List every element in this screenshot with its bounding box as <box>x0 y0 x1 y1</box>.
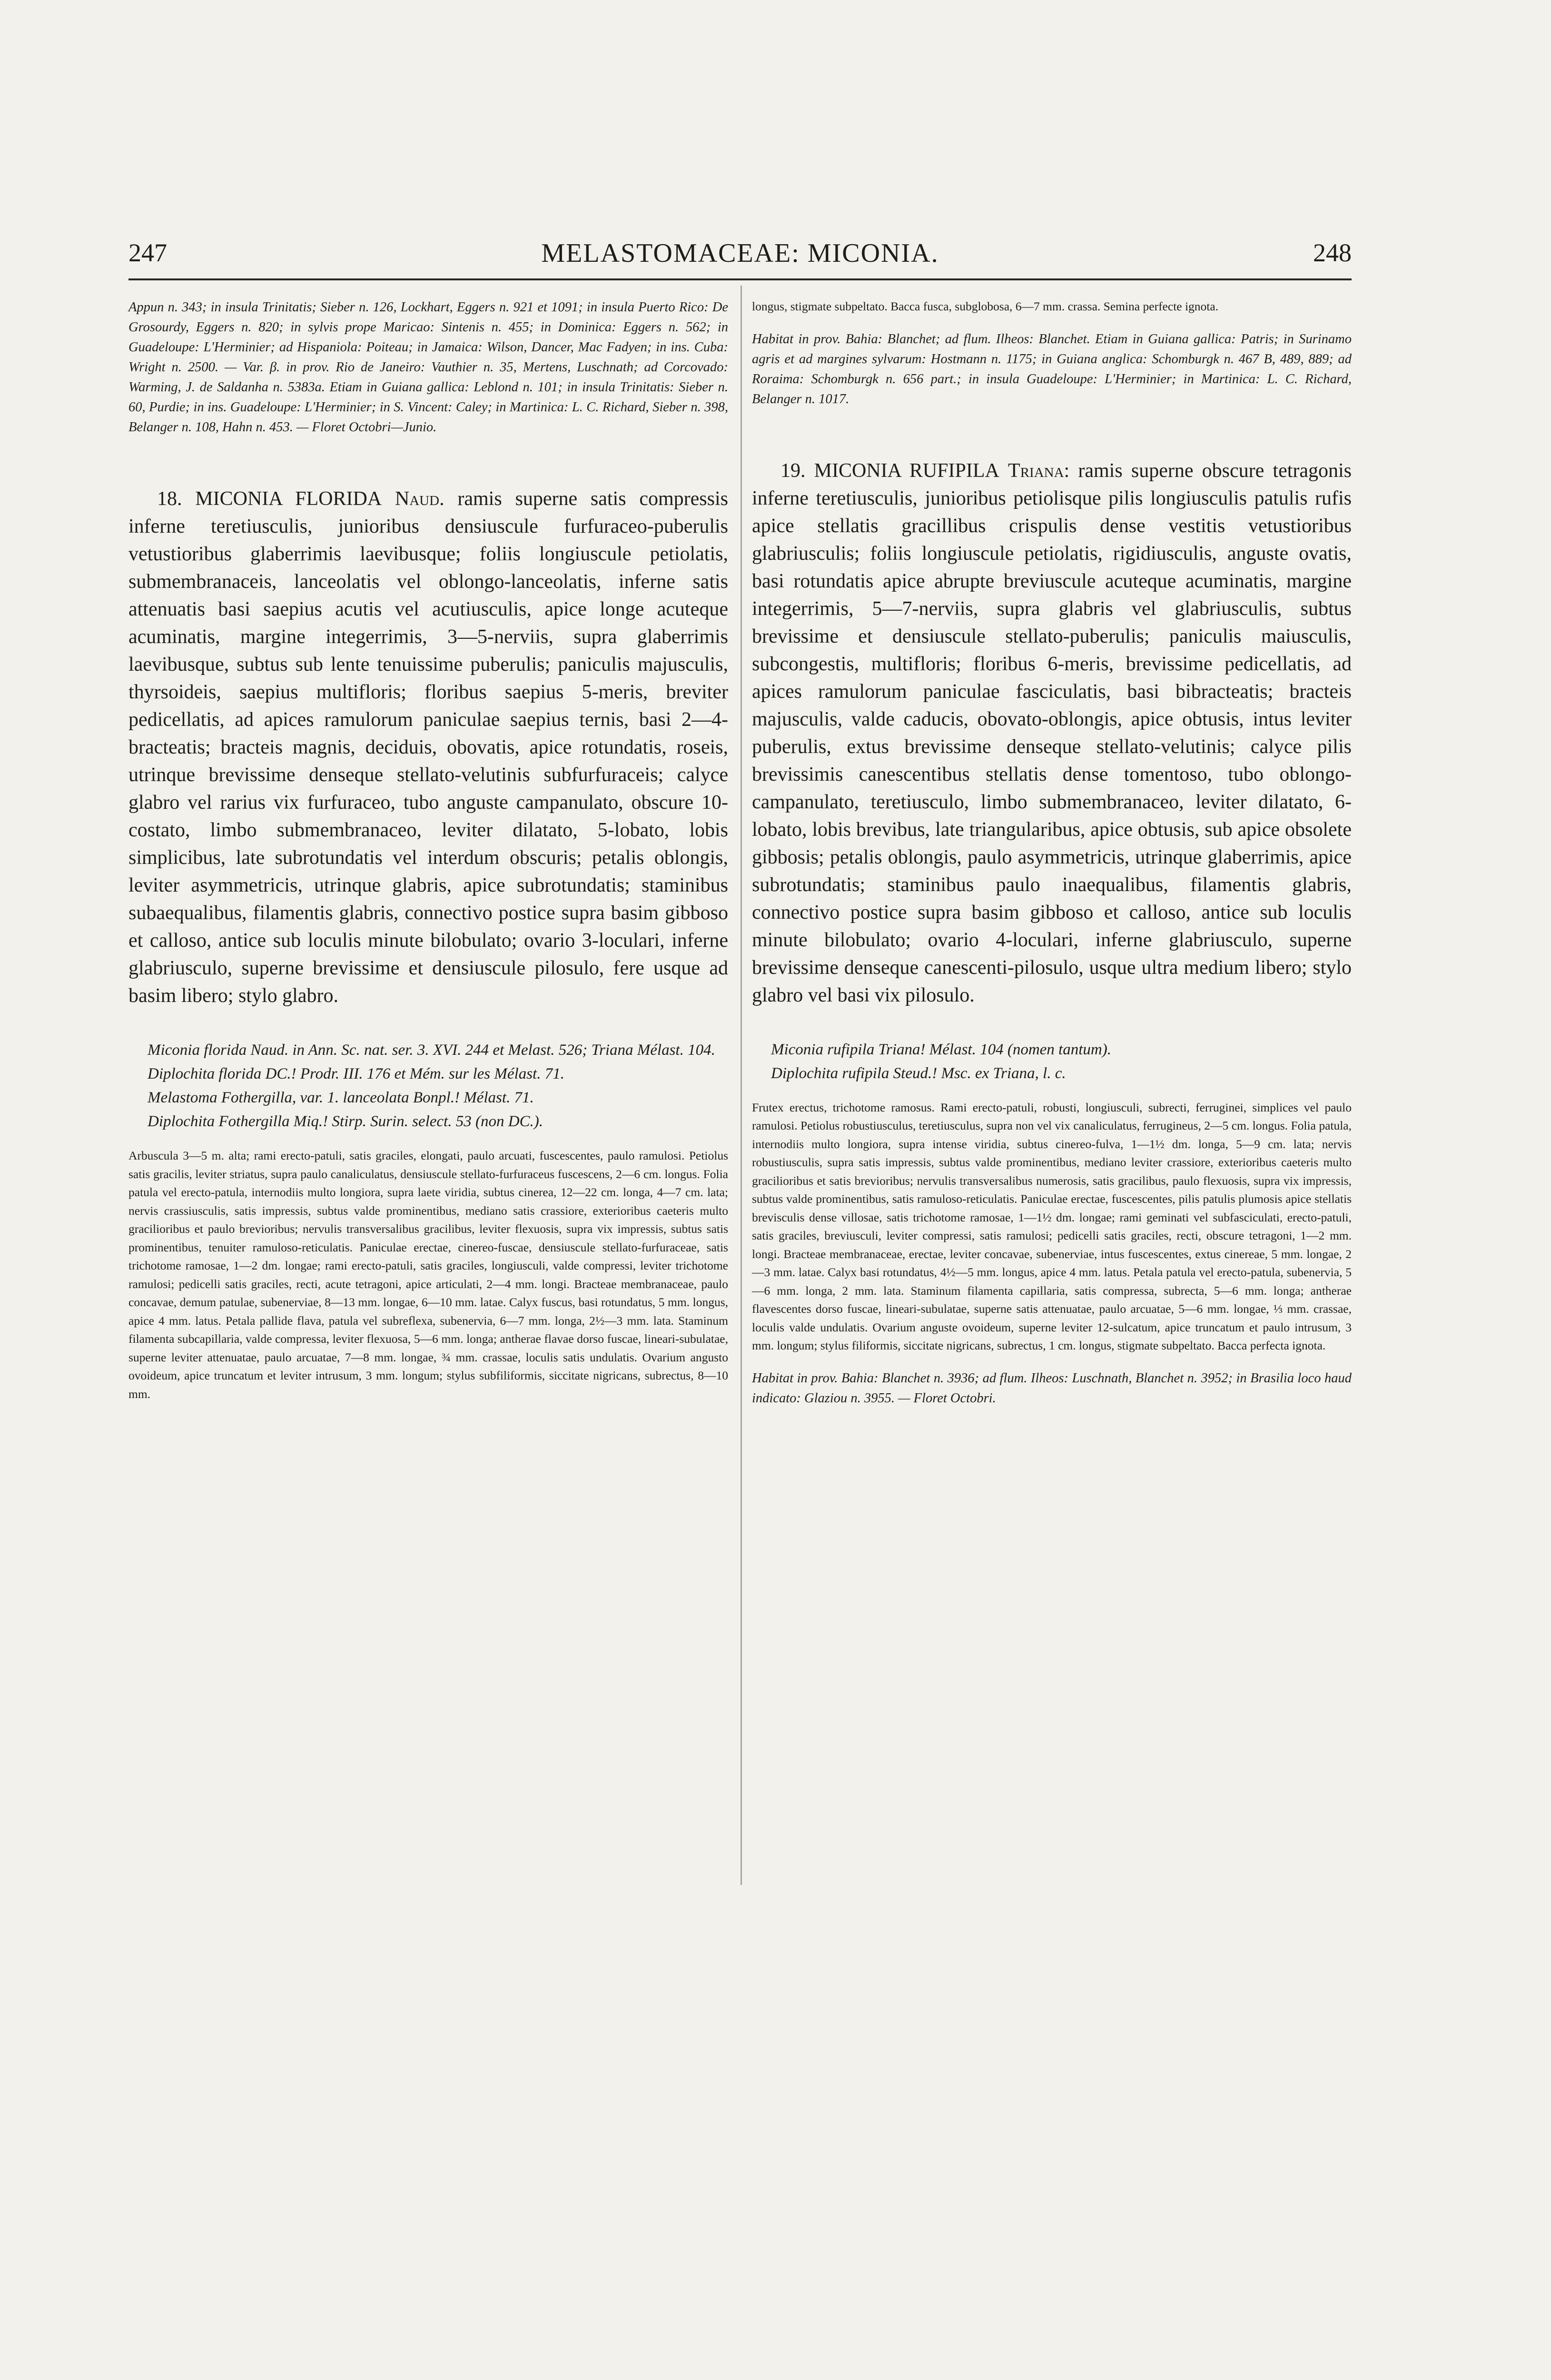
reference-line: Diplochita Fothergilla Miq.! Stirp. Surin. select. 53 (non DC.). <box>148 1113 543 1130</box>
species-author: Triana: <box>1008 459 1070 482</box>
page-header <box>128 238 1352 281</box>
diagnosis-text: ramis superne satis compressis inferne teretiusculis, junioribus densiuscule furfuraceo-puberulis vetustioribus glaberrimis laevibusque; foliis longiuscule petiolatis, submembranaceis, lanceolatis vel oblongo-lanceolatis, inferne satis attenuatis basi saepius acutis vel acutiusculis, apice longe acuteque acuminatis, margine integerrimis, 3—5-nerviis, supra glaberrimis laevibusque, subtus sub lente tenuissime puberulis; paniculis majusculis, thyrsoideis, saepius multifloris; floribus saepius 5-meris, breviter pedicellatis, ad apices ramulorum paniculae saepius ternis, basi 2—4-bracteatis; bracteis magnis, deciduis, obovatis, apice rotundatis, roseis, utrinque brevissime denseque stellato-velutinis subfurfuraceis; calyce glabro vel rarius vix furfuraceo, tubo anguste campanulato, obscure 10-costato, limbo submembranaceo, leviter dilatato, 5-lobato, lobis simplicibus, late subrotundatis vel interdum obscuris; petalis oblongis, leviter asymmetricis, utrinque glabris, apice subrotundatis; staminibus subaequalibus, filamentis glabris, connectivo postice supra basim gibboso et calloso, antice sub loculis minute bilobulato; ovario 3-loculari, inferne glabriusculo, superne brevissime et densiuscule pilosulo, fere usque ad basim libero; stylo glabro. <box>128 488 728 1007</box>
species-name: MICONIA FLORIDA <box>195 488 382 510</box>
reference-line: Diplochita florida DC.! Prodr. III. 176 et Mém. sur les Mélast. 71. <box>148 1065 564 1082</box>
synonymy-references <box>752 1038 1352 1085</box>
right-column <box>752 298 1352 1408</box>
left-column <box>128 298 728 1403</box>
species-author: Naud. <box>395 488 445 510</box>
species-diagnosis-miconia-florida <box>128 485 728 1010</box>
species-description: Arbuscula 3—5 m. alta; rami erecto-patuli, satis graciles, elongati, paulo arcuati, fuscescentes, paulo ramulosi. Petiolus satis gracilis, leviter striatus, supra paulo canaliculatus, densiuscule stellato-furfuraceus fuscescens, 2—6 cm. longus. Folia patula vel erecto-patula, internodiis multo longiora, supra laete viridia, subtus cinerea, 12—22 cm. longa, 4—7 cm. lata; nervis crassiusculis, satis impressis, subtus valde prominentibus, mediano satis crassiore, exterioribus caeteris multo gracilioribus et paulo brevioribus; nervulis transversalibus gracilibus, leviter flexuosis, supra vix impressis, subtus satis prominentibus, tenuiter ramuloso-reticulatis. Paniculae erectae, cinereo-fuscae, densiuscule stellato-furfuraceae, satis trichotome ramosae, 1—2 dm. longae; rami erecto-patuli, satis graciles, longiusculi, valde compressi, leviter trichotome ramulosi; pedicelli satis graciles, recti, acute tetragoni, apice articulati, 2—4 mm. longi. Bracteae membranaceae, paulo concavae, demum patulae, subenerviae, 8—13 mm. longae, 6—10 mm. latae. Calyx fuscus, basi rotundatus, 5 mm. longus, apice 4 mm. latus. Petala pallide flava, patula vel subreflexa, subenervia, 6—7 mm. longa, 2½—3 mm. lata. Staminum filamenta subcapillaria, valde compressa, leviter flexuosa, 5—6 mm. longa; antherae flavae dorso fuscae, lineari-subulatae, superne leviter attenuatae, paulo arcuatae, 7—8 mm. longae, ¾ mm. crassae, loculis satis undulatis. Ovarium angusto ovoideum, apice truncatum et leviter intrusum, 3 mm. longum; stylus subfiliformis, siccitate nigricans, subrectus, 8—10 mm. <box>128 1149 728 1401</box>
running-title: MELASTOMACEAE: MICONIA. <box>541 238 939 268</box>
species-description: Frutex erectus, trichotome ramosus. Rami erecto-patuli, robusti, longiusculi, subrecti, ferruginei, simplices vel paulo ramulosi. Petiolus robustiusculus, teretiusculus, supra non vel vix canaliculatus, ferrugineus, 2—5 cm. longus. Folia patula, internodiis multo longiora, supra intense viridia, subtus cinereo-fulva, 1—1½ dm. longa, 5—9 cm. lata; nervis robustiusculis, supra satis impressis, subtus valde prominentibus, mediano leviter crassiore, exterioribus caeteris multo gracilioribus et satis brevioribus; nervulis transversalibus numerosis, satis gracilibus, paulo flexuosis, supra vix impressis, subtus valde prominentibus, satis ramuloso-reticulatis. Paniculae erectae, fuscescentes, pilis patulis plumosis apice stellatis brevisculis dense villosae, satis trichotome ramosae, 1—1½ dm. longae; rami geminati vel subfasciculati, erecto-patuli, satis graciles, breviusculi, leviter compressi, satis ramulosi; pedicelli satis graciles, recti, obscure tetragoni, 1—2 mm. longi. Bracteae membranaceae, erectae, leviter concavae, subenerviae, intus fuscescentes, extus cinereae, 5 mm. longae, 2—3 mm. latae. Calyx basi rotundatus, 4½—5 mm. longus, apice 4 mm. latus. Petala patula vel erecto-patula, subenervia, 5—6 mm. longa, 2 mm. lata. Staminum filamenta capillaria, satis compressa, subrecta, 5—6 mm. longa; antherae flavescentes dorso fuscae, lineari-subulatae, superne satis attenuatae, paulo arcuatae, 5—6 mm. longae, ⅓ mm. crassae, loculis valde undulatis. Ovarium anguste ovoideum, superne leviter 12-sulcatum, apice truncatum et paulo intrusum, 3 mm. longum; stylus filiformis, siccitate nigricans, subrectus, 1 cm. longus, stigmate subpeltato. Bacca perfecta ignota. <box>752 1100 1352 1352</box>
continued-citations: Appun n. 343; in insula Trinitatis; Sieber n. 126, Lockhart, Eggers n. 921 et 1091; in insula Puerto Rico: De Grosourdy, Eggers n. 820; in sylvis prope Maricao: Sintenis n. 455; in Dominica: Eggers n. 562; in Guadeloupe: L'Herminier; ad Hispaniola: Poiteau; in Jamaica: Wilson, Dancer, Mac Fadyen; in ins. Cuba: Wright n. 2500. — Var. β. in prov. Rio de Janeiro: Vauthier n. 35, Mertens, Luschnath; ad Corcovado: Warming, J. de Saldanha n. 5383a. Etiam in Guiana gallica: Leblond n. 101; in insula Trinitatis: Sieber n. 60, Purdie; in ins. Guadeloupe: L'Herminier; in S. Vincent: Caley; in Martinica: L. C. Richard, Sieber n. 398, Belanger n. 108, Hahn n. 453. — Floret Octobri—Junio. <box>128 300 728 435</box>
synonymy-references <box>128 1038 728 1133</box>
reference-line: Diplochita rufipila Steud.! Msc. ex Triana, l. c. <box>771 1064 1066 1082</box>
column-divider <box>741 286 742 1885</box>
species-name: MICONIA RUFIPILA <box>814 459 999 482</box>
reference-line: Miconia rufipila Triana! Mélast. 104 (nomen tantum). <box>771 1041 1111 1058</box>
habitat-paragraph: Habitat in prov. Bahia: Blanchet n. 3936; ad flum. Ilheos: Luschnath, Blanchet n. 3952; in Brasilia loco haud indicato: Glaziou n. 3955. — Floret Octobri. <box>752 1370 1352 1406</box>
species-number: 19. <box>780 459 806 482</box>
page-number-right: 248 <box>1313 238 1352 267</box>
diagnosis-text: ramis superne obscure tetragonis inferne teretiusculis, junioribus petiolisque pilis longiusculis patulis rufis apice stellatis gracillibus crispulis dense vestitis vetustioribus glabriusculis; foliis longiuscule petiolatis, rigidiusculis, anguste ovatis, basi rotundatis apice abrupte breviuscule acuteque acuminatis, margine integerrimis, 5—7-nerviis, supra glabris vel glabriusculis, subtus brevissime et densiuscule stellato-puberulis; paniculis maiusculis, subcongestis, multifloris; floribus 6-meris, brevissime pedicellatis, ad apices ramulorum paniculae fasciculatis, basi bibracteatis; bracteis majusculis, valde caducis, obovato-oblongis, apice obtusis, intus leviter puberulis, extus brevissime denseque stellato-velutinis; calyce pilis brevissimis canescentibus stellatis dense tomentoso, tubo oblongo-campanulato, teretiusculo, limbo submembranaceo, leviter dilatato, 6-lobato, lobis brevibus, late triangularibus, apice obtusis, sub apice obsolete gibbosis; petalis oblongis, paulo asymmetricis, utrinque glaberrimis, apice subrotundatis; staminibus paulo inaequalibus, filamentis glabris, connectivo postice supra basim gibboso et calloso, antice sub loculis minute bilobulato; ovario 4-loculari, inferne glabriusculo, superne brevissime denseque canescenti-pilosulo, usque ultra medium libero; stylo glabro vel basi vix pilosulo. <box>752 459 1352 1006</box>
species-number: 18. <box>157 488 182 510</box>
species-diagnosis-miconia-rufipila <box>752 457 1352 1009</box>
reference-line: Miconia florida Naud. in Ann. Sc. nat. ser. 3. XVI. 244 et Melast. 526; Triana Mélast. 104. <box>148 1041 715 1059</box>
habitat-paragraph: Habitat in prov. Bahia: Blanchet; ad flum. Ilheos: Blanchet. Etiam in Guiana gallica: Patris; in Surinamo agris et ad margines sylvarum: Hostmann n. 1175; in Guiana anglica: Schomburgk n. 467 B, 489, 889; ad Roraima: Schomburgk n. 656 part.; in insula Guadeloupe: L'Herminier; in Martinica: L. C. Richard, Belanger n. 1017. <box>752 331 1352 407</box>
continued-description: longus, stigmate subpeltato. Bacca fusca, subglobosa, 6—7 mm. crassa. Semina perfecte ignota. <box>752 299 1219 313</box>
header-rule <box>128 278 1352 280</box>
page-number-left: 247 <box>128 238 167 267</box>
reference-line: Melastoma Fothergilla, var. 1. lanceolata Bonpl.! Mélast. 71. <box>148 1089 534 1106</box>
